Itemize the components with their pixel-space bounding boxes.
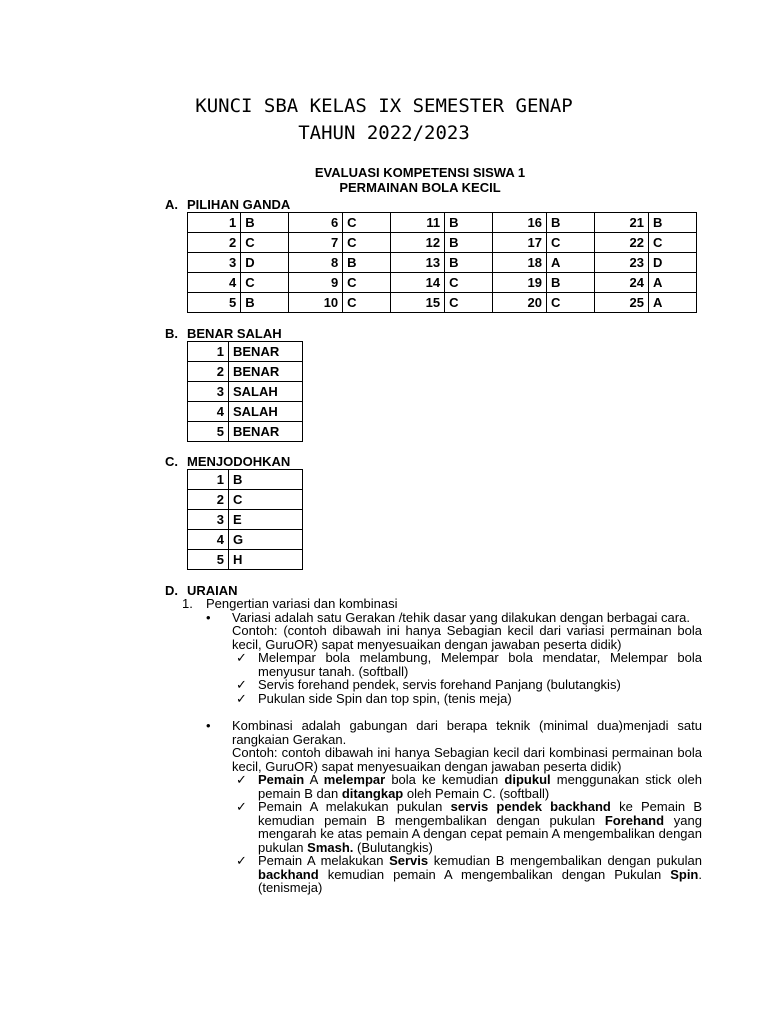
variasi-bullet [206,611,702,706]
answer-key: A [648,293,696,313]
question-number: 7 [289,233,343,253]
answer-key: D [648,253,696,273]
question-number: 16 [493,213,547,233]
section-letter: D. [165,583,178,598]
check-icon: ✓ [236,799,247,814]
check-icon: ✓ [236,650,247,665]
section-label: PILIHAN GANDA [187,197,291,212]
answer-key: SALAH [229,402,303,422]
question-number: 23 [595,253,649,273]
answer-key: C [445,273,493,293]
answer-key: B [547,273,595,293]
answer-key: B [343,253,391,273]
question-number: 12 [391,233,445,253]
answer-key: C [343,293,391,313]
answer-key: BENAR [229,422,303,442]
section-label: URAIAN [187,583,238,598]
answer-key: C [547,293,595,313]
question-number: 18 [493,253,547,273]
section-label: BENAR SALAH [187,326,282,341]
question-number: 13 [391,253,445,273]
question-number: 2 [188,362,229,382]
table-row [188,490,303,510]
example-text: Melempar bola melambung, Melempar bola mendatar, Melempar bola menyusur tanah. (softball) [258,650,702,679]
question-number: 20 [493,293,547,313]
question-number: 24 [595,273,649,293]
question-number: 3 [188,253,241,273]
variasi-definition: Variasi adalah satu Gerakan /tehik dasar yang dilakukan dengan berbagai cara. [232,609,690,625]
table-row [188,550,303,570]
question-number: 6 [289,213,343,233]
answer-key: C [343,273,391,293]
question-number: 5 [188,550,229,570]
answer-key: C [343,233,391,253]
kombinasi-example [232,773,702,800]
item-number: 1. [182,596,193,611]
section-label: MENJODOHKAN [187,454,291,469]
question-number: 22 [595,233,649,253]
answer-key: SALAH [229,382,303,402]
variasi-example [232,692,702,706]
table-row [188,382,303,402]
answer-key: B [547,213,595,233]
question-number: 1 [188,342,229,362]
question-number: 2 [188,233,241,253]
table-row [188,470,303,490]
variasi-example [232,651,702,678]
answer-key: B [229,470,303,490]
kombinasi-bullet [206,719,702,895]
table-row [188,402,303,422]
example-text: Servis forehand pendek, servis forehand Panjang (bulutangkis) [258,677,621,692]
question-number: 5 [188,293,241,313]
question-number: 3 [188,510,229,530]
question-number: 4 [188,530,229,550]
kombinasi-definition: Kombinasi adalah gabungan dari berapa teknik (minimal dua)menjadi satu rangkaian Gerakan. [232,718,702,747]
table-row [188,422,303,442]
subtitle-line2: PERMAINAN BOLA KECIL [339,180,501,195]
table-row [188,273,697,293]
example-text: Pemain A melakukan Servis kemudian B mengembalikan dengan pukulan backhand kemudian pemain A mengembalikan dengan Pukulan Spin. (tenismeja) [258,853,702,895]
table-row [188,233,697,253]
table-row [188,510,303,530]
bullet-icon: • [206,609,211,625]
item-title: Pengertian variasi dan kombinasi [206,596,398,611]
question-number: 14 [391,273,445,293]
check-icon: ✓ [236,853,247,868]
table-row [188,362,303,382]
question-number: 8 [289,253,343,273]
section-letter: B. [165,326,178,341]
answer-key: G [229,530,303,550]
question-number: 19 [493,273,547,293]
section-letter: A. [165,197,178,212]
table-row [188,530,303,550]
section-a-heading [165,197,290,212]
question-number: 5 [188,422,229,442]
uraian-item [182,597,702,611]
question-number: 9 [289,273,343,293]
benar-salah-table [187,341,303,442]
question-number: 2 [188,490,229,510]
answer-key: B [445,213,493,233]
question-number: 3 [188,382,229,402]
table-row [188,293,697,313]
question-number: 17 [493,233,547,253]
example-text: Pukulan side Spin dan top spin, (tenis meja) [258,690,512,706]
variasi-contoh: Contoh: (contoh dibawah ini hanya Sebagian kecil dari variasi permainan bola kecil, GuruOR) sapat menyesuaikan dengan jawaban peserta didik) [232,623,702,652]
check-icon: ✓ [236,690,247,706]
table-row [188,253,697,273]
answer-key: C [648,233,696,253]
answer-key: B [445,253,493,273]
answer-key: B [648,213,696,233]
pilihan-ganda-table [187,212,697,313]
answer-key: C [445,293,493,313]
answer-key: A [648,273,696,293]
section-c-heading [165,454,290,469]
answer-key: C [241,273,289,293]
variasi-example [232,678,702,692]
check-icon: ✓ [236,677,247,692]
kombinasi-example [232,800,702,854]
check-icon: ✓ [236,772,247,787]
bullet-icon: • [206,718,211,733]
question-number: 1 [188,470,229,490]
table-row [188,342,303,362]
question-number: 15 [391,293,445,313]
question-number: 1 [188,213,241,233]
answer-key: B [241,293,289,313]
document-title-line2: TAHUN 2022/2023 [298,122,470,144]
answer-key: C [547,233,595,253]
example-text: Pemain A melempar bola ke kemudian dipukul menggunakan stick oleh pemain B dan ditangkap oleh Pemain C. (softball) [258,772,703,801]
document-title-line1: KUNCI SBA KELAS IX SEMESTER GENAP [195,95,573,117]
answer-key: E [229,510,303,530]
kombinasi-example [232,854,702,895]
question-number: 21 [595,213,649,233]
menjodohkan-table [187,469,303,570]
answer-key: B [241,213,289,233]
answer-key: C [229,490,303,510]
answer-key: C [241,233,289,253]
question-number: 11 [391,213,445,233]
answer-key: B [445,233,493,253]
answer-key: D [241,253,289,273]
answer-key: BENAR [229,342,303,362]
uraian-content [182,597,702,895]
answer-key: C [343,213,391,233]
table-row [188,213,697,233]
section-letter: C. [165,454,178,469]
answer-key: BENAR [229,362,303,382]
example-text: Pemain A melakukan pukulan servis pendek backhand ke Pemain B kemudian pemain B mengembalikan dengan pukulan Forehand yang mengarah ke atas pemain A dengan cepat pemain A mengembalikan dengan pukulan Smash. (Bulutangkis) [258,799,702,855]
answer-key: H [229,550,303,570]
question-number: 4 [188,273,241,293]
question-number: 4 [188,402,229,422]
answer-key: A [547,253,595,273]
subtitle-line1: EVALUASI KOMPETENSI SISWA 1 [314,165,526,180]
kombinasi-contoh: Contoh: contoh dibawah ini hanya Sebagian kecil dari kombinasi permainan bola kecil, GuruOR) sapat menyesuaikan dengan jawaban peserta didik) [232,745,702,774]
section-b-heading [165,326,282,341]
question-number: 25 [595,293,649,313]
question-number: 10 [289,293,343,313]
